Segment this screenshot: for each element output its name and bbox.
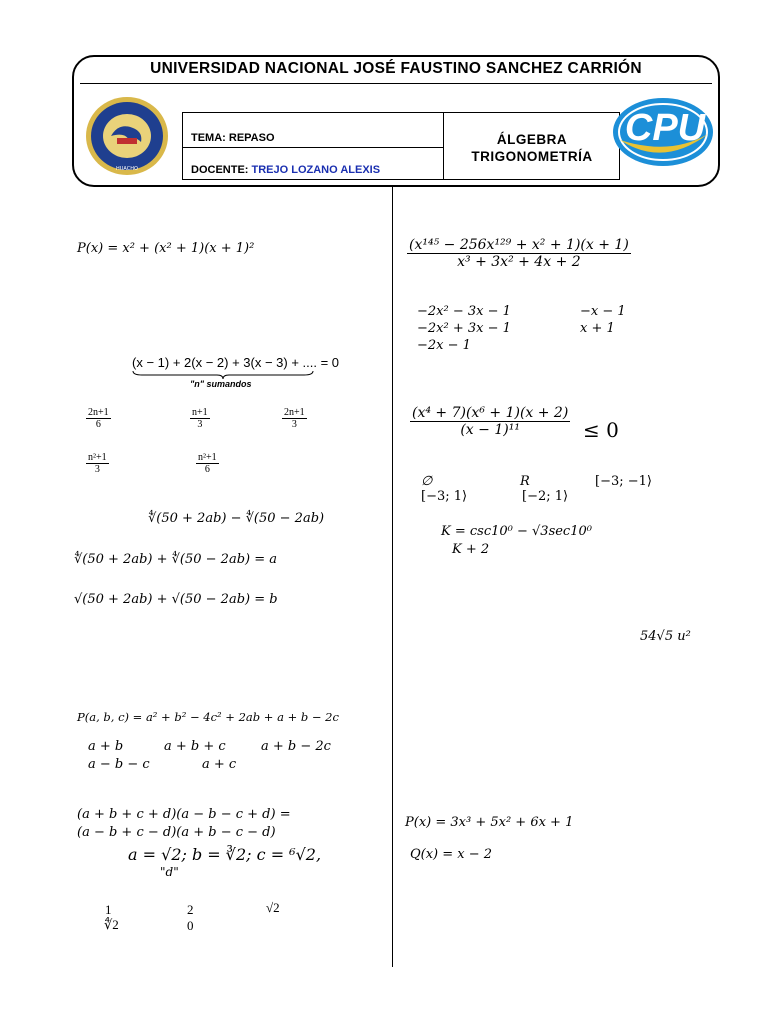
division-option-1: −2x² − 3x − 1 <box>417 304 511 319</box>
set-option-reals: R <box>520 474 530 489</box>
division-denominator: x³ + 3x² + 4x + 2 <box>457 254 581 270</box>
sum-brace-label: "n" sumandos <box>190 379 252 389</box>
sum-expression: (x − 1) + 2(x − 2) + 3(x − 3) + .... = 0 <box>132 355 340 370</box>
subject-cell <box>445 131 619 165</box>
option-b <box>190 407 210 430</box>
pabc-option-2: a + b + c <box>164 739 226 754</box>
subject-line-1: ÁLGEBRA <box>496 132 568 147</box>
product-expression-line-1: (a + b + c + d)(a − b − c + d) = <box>77 807 291 822</box>
info-table <box>182 112 620 180</box>
division-option-3: −2x − 1 <box>417 338 471 353</box>
inequality-relation: ≤ 0 <box>583 418 619 442</box>
polynomial-pabc: P(a, b, c) = a² + b² − 4c² + 2ab + a + b − 2c <box>77 710 339 724</box>
option-a-num: 2n+1 <box>88 407 109 418</box>
docente-name: TREJO LOZANO ALEXIS <box>251 164 381 176</box>
docente-label: DOCENTE: <box>191 164 252 176</box>
option-c-den: 3 <box>291 419 297 430</box>
university-seal <box>85 96 169 176</box>
column-divider <box>392 187 393 967</box>
division-fraction <box>407 237 631 270</box>
division-option-5: x + 1 <box>580 321 615 336</box>
final-option-1: 1 <box>105 902 112 917</box>
pabc-option-3: a + b − 2c <box>261 739 331 754</box>
option-c <box>282 407 307 430</box>
option-b-den: 3 <box>197 419 203 430</box>
option-d <box>86 452 109 475</box>
option-b-num: n+1 <box>192 407 208 418</box>
option-e-num: n²+1 <box>198 452 217 463</box>
option-e <box>196 452 219 475</box>
option-d-num: n²+1 <box>88 452 107 463</box>
subject-line-2: TRIGONOMETRÍA <box>471 149 593 164</box>
polynomial-p: P(x) = x² + (x² + 1)(x + 1)² <box>77 241 255 256</box>
value-assignments: a = √2; b = ∛2; c = ⁶√2, <box>128 845 322 864</box>
option-a-den: 6 <box>95 419 101 430</box>
option-c-num: 2n+1 <box>284 407 305 418</box>
final-option-4: ∜2 <box>104 917 119 932</box>
root-equation-a: ∜(50 + 2ab) + ∜(50 − 2ab) = a <box>74 552 278 567</box>
option-e-den: 6 <box>204 464 210 475</box>
final-option-2: 2 <box>187 902 194 917</box>
inequality-fraction <box>410 405 570 438</box>
inequality-denominator: (x − 1)¹¹ <box>460 422 520 438</box>
set-option-5: [−2; 1⟩ <box>522 489 569 504</box>
area-value: 54√5 u² <box>640 629 691 644</box>
k-expression: K = csc10⁰ − √3sec10⁰ <box>441 524 592 539</box>
tema-label: TEMA: REPASO <box>191 132 275 144</box>
d-label: "d" <box>160 865 179 879</box>
set-option-4: [−3; 1⟩ <box>421 489 468 504</box>
pabc-option-1: a + b <box>88 739 124 754</box>
root-expression: ∜(50 + 2ab) − ∜(50 − 2ab) <box>148 511 325 526</box>
root-equation-b: √(50 + 2ab) + √(50 − 2ab) = b <box>74 592 278 607</box>
docente-cell <box>191 164 380 176</box>
k-option: K + 2 <box>452 542 490 557</box>
header-rule <box>80 83 712 84</box>
seal-text-bottom: HUACHO <box>116 166 138 172</box>
pabc-option-4: a − b − c <box>88 757 150 772</box>
division-option-2: −2x² + 3x − 1 <box>417 321 511 336</box>
cpu-logo-text: CPU <box>624 107 706 149</box>
final-option-5: 0 <box>187 918 194 933</box>
polynomial-px: P(x) = 3x³ + 5x² + 6x + 1 <box>405 815 574 830</box>
inequality-numerator: (x⁴ + 7)(x⁶ + 1)(x + 2) <box>412 405 569 421</box>
option-d-den: 3 <box>94 464 100 475</box>
option-a <box>86 407 111 430</box>
product-expression-line-2: (a − b + c − d)(a + b − c − d) <box>77 825 276 840</box>
division-numerator: (x¹⁴⁵ − 256x¹²⁹ + x² + 1)(x + 1) <box>409 237 629 253</box>
set-option-3: [−3; −1⟩ <box>595 474 652 489</box>
polynomial-qx: Q(x) = x − 2 <box>410 847 493 862</box>
division-option-4: −x − 1 <box>580 304 626 319</box>
pabc-option-5: a + c <box>202 757 237 772</box>
final-option-3: √2 <box>266 900 280 915</box>
set-option-empty: ∅ <box>421 474 433 489</box>
university-title: UNIVERSIDAD NACIONAL JOSÉ FAUSTINO SANCHEZ CARRIÓN <box>150 60 642 77</box>
cpu-logo <box>610 90 716 170</box>
